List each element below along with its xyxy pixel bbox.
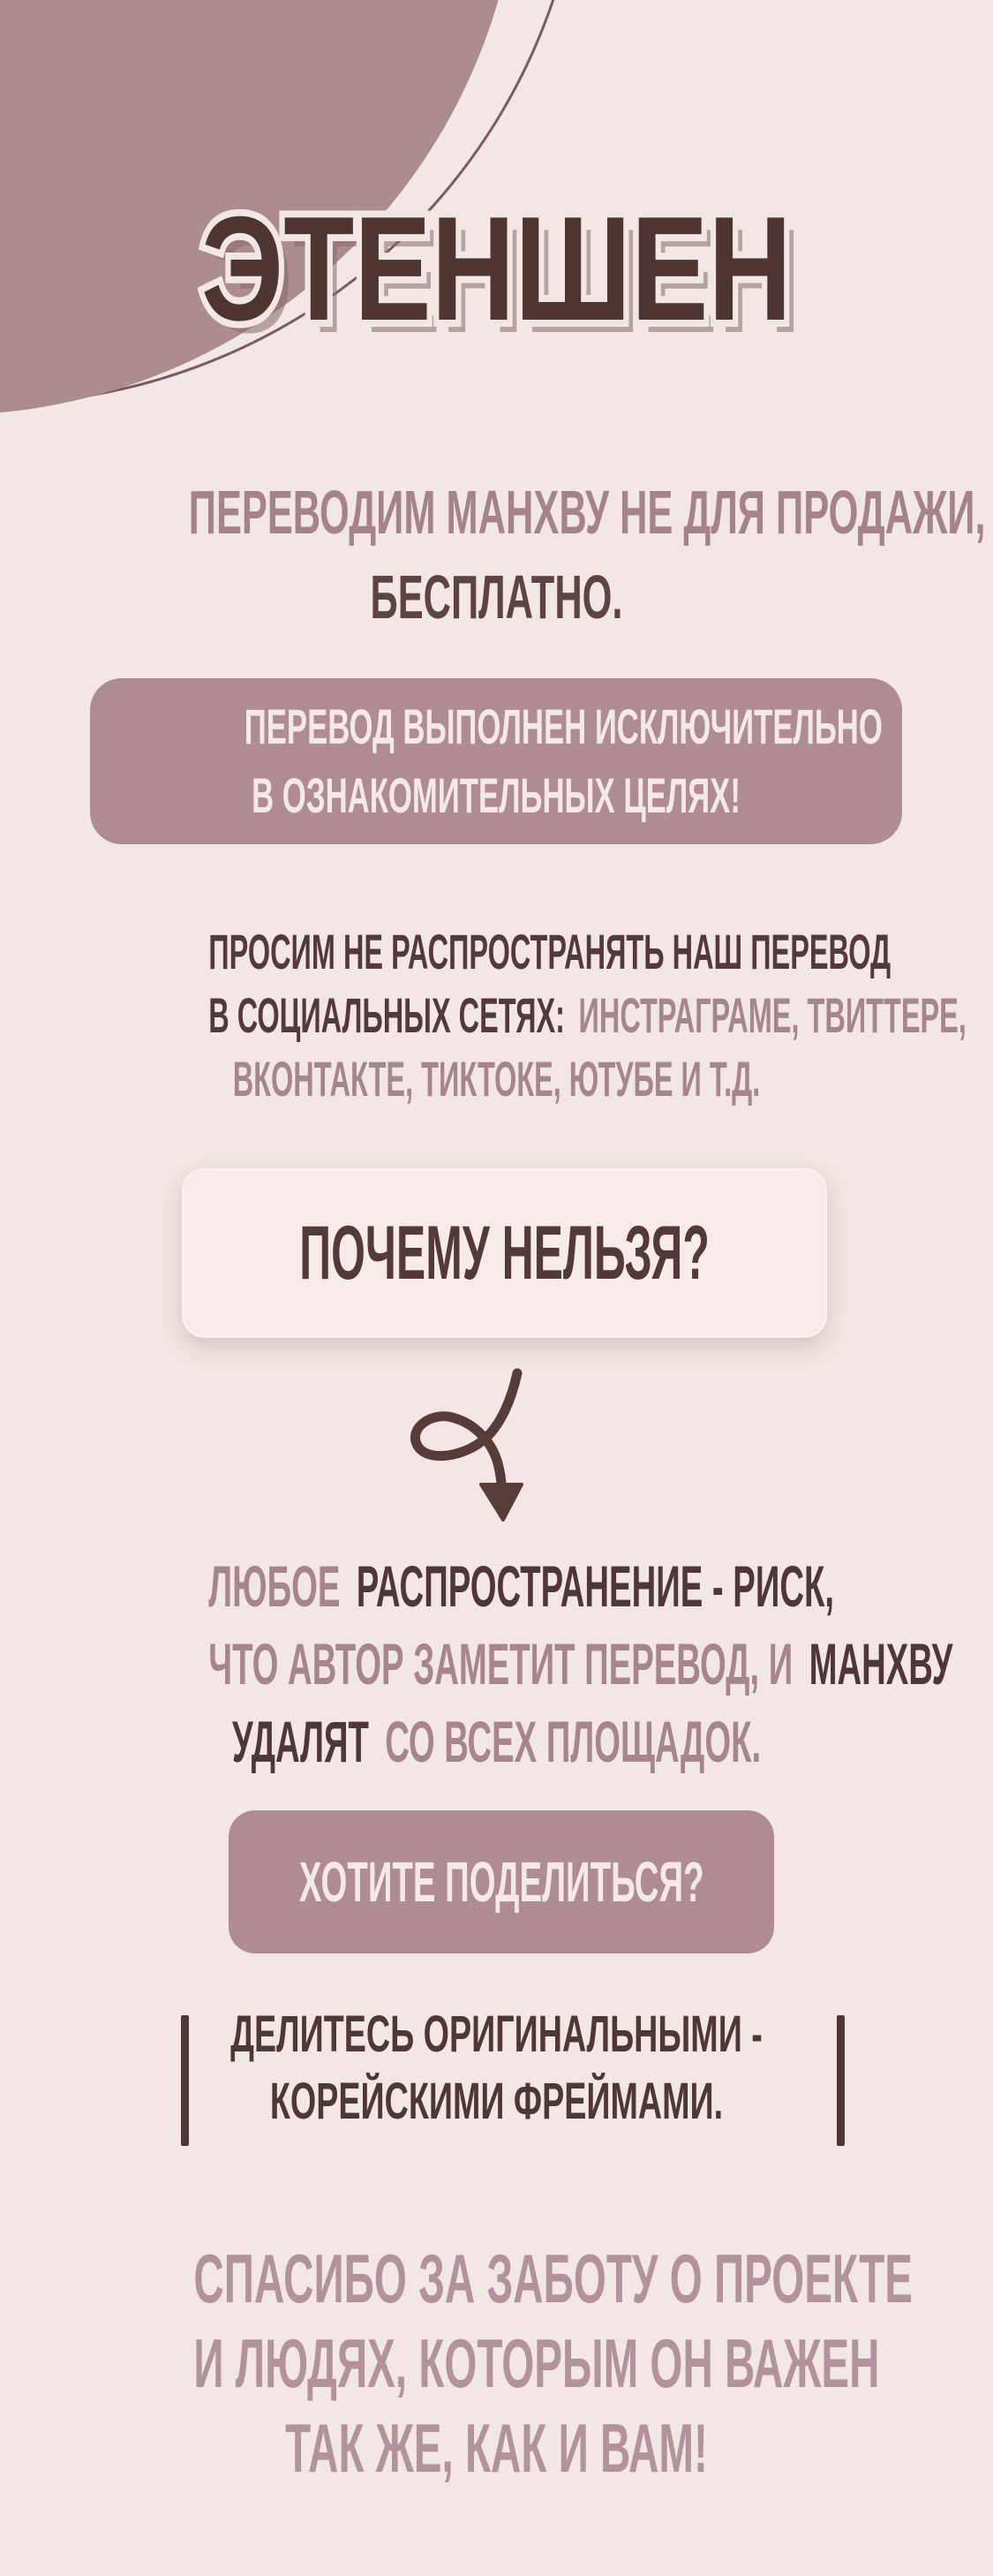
why-not-card-label: ПОЧЕМУ НЕЛЬЗЯ? <box>299 1211 710 1296</box>
notice-box-line-2: В ОЗНАКОМИТЕЛЬНЫХ ЦЕЛЯХ! <box>252 767 741 823</box>
request-text-line-1: ПРОСИМ НЕ РАСПРОСТРАНЯТЬ НАШ ПЕРЕВОД <box>208 924 891 979</box>
risk-line-1-accent: ЛЮБОЕ <box>208 1553 341 1619</box>
share-hint-line-1: ДЕЛИТЕСЬ ОРИГИНАЛЬНЫМИ - <box>230 2006 763 2063</box>
risk-text-line-1 <box>208 1547 834 1625</box>
risk-text <box>0 1547 993 1780</box>
risk-line-2-accent: ЧТО АВТОР ЗАМЕТИТ ПЕРЕВОД, И <box>208 1631 794 1696</box>
thanks-text <box>0 2236 993 2490</box>
title-wrap <box>0 185 993 351</box>
swirl-arrow-tail <box>415 1373 517 1486</box>
thanks-text-line-1: СПАСИБО ЗА ЗАБОТУ О ПРОЕКТЕ <box>193 2240 914 2317</box>
share-button-label: ХОТИТЕ ПОДЕЛИТЬСЯ? <box>298 1850 704 1914</box>
risk-line-2-dark: МАНХВУ <box>809 1631 953 1696</box>
intro-text-line-2: БЕСПЛАТНО. <box>370 563 623 631</box>
request-text <box>0 920 993 1111</box>
request-text-line-2 <box>208 984 967 1047</box>
risk-text-line-2 <box>208 1625 953 1703</box>
request-text-line-3: ВКОНТАКТЕ, ТИКТОКЕ, ЮТУБЕ И Т.Д. <box>232 1051 761 1107</box>
page-title: ЭТЕНШЕН ЭТЕНШЕН <box>109 194 884 343</box>
why-not-card[interactable] <box>182 1168 827 1338</box>
request-line-2-dark: В СОЦИАЛЬНЫХ СЕТЯХ: <box>208 987 566 1043</box>
request-line-2-accent: ИНСТРАГРАМЕ, ТВИТТЕРЕ, <box>578 987 967 1043</box>
risk-line-3-accent: СО ВСЕХ ПЛОЩАДОК. <box>385 1709 762 1774</box>
thanks-text-line-3: ТАК ЖЕ, КАК И ВАМ! <box>285 2409 708 2487</box>
share-hint-text <box>0 2001 993 2135</box>
share-hint-line-2: КОРЕЙСКИМИ ФРЕЙМАМИ. <box>269 2073 724 2130</box>
swirl-arrow-head <box>481 1484 522 1520</box>
risk-line-1-dark: РАСПРОСТРАНЕНИЕ - РИСК, <box>356 1553 834 1619</box>
share-button[interactable] <box>229 1810 774 1953</box>
risk-line-3-dark: УДАЛЯТ <box>231 1709 369 1774</box>
intro-text-line-1: ПЕРЕВОДИМ МАНХВУ НЕ ДЛЯ ПРОДАЖИ, <box>188 478 986 547</box>
intro-text <box>0 470 993 639</box>
notice-box <box>90 678 902 844</box>
thanks-text-line-2: И ЛЮДЯХ, КОТОРЫМ ОН ВАЖЕН <box>193 2324 880 2402</box>
notice-box-line-1: ПЕРЕВОД ВЫПОЛНЕН ИСКЛЮЧИТЕЛЬНО <box>244 699 883 754</box>
risk-text-line-3 <box>208 1703 785 1780</box>
swirl-arrow-icon <box>397 1357 574 1534</box>
